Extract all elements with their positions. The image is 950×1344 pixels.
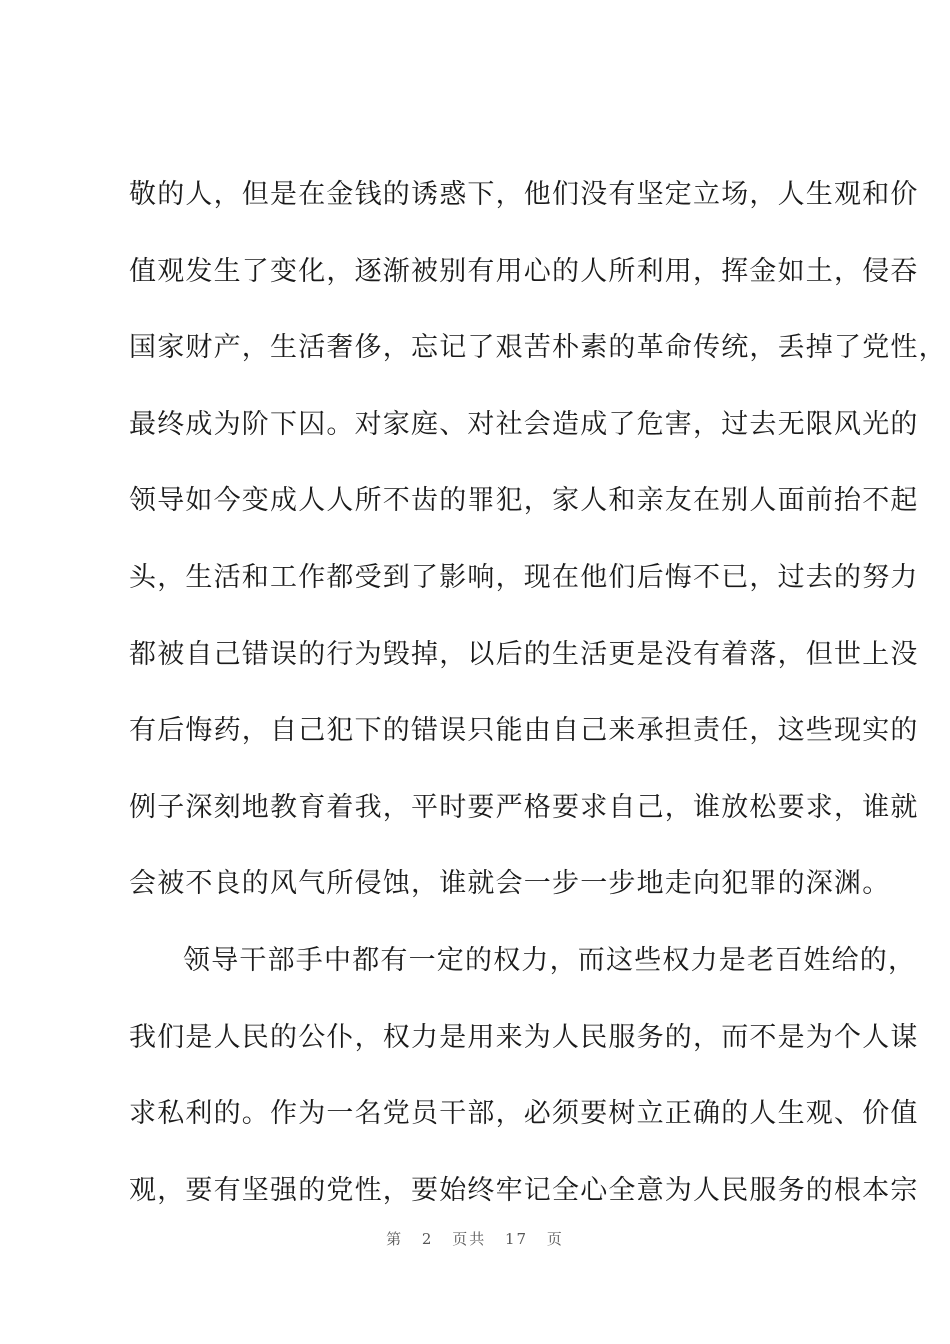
text-line: 会被不良的风气所侵蚀，谁就会一步一步地走向犯罪的深渊。: [129, 868, 891, 900]
footer-current-page: 2: [421, 1230, 434, 1248]
text-line: 都被自己错误的行为毁掉，以后的生活更是没有着落，但世上没: [129, 638, 919, 670]
page-footer: [0, 1228, 950, 1249]
text-line: 国家财产，生活奢侈，忘记了艰苦朴素的革命传统，丢掉了党性，: [129, 332, 947, 364]
footer-middle: 页共: [452, 1230, 487, 1248]
text-line: 有后悔药，自己犯下的错误只能由自己来承担责任，这些现实的: [129, 715, 919, 747]
text-line: 最终成为阶下囚。对家庭、对社会造成了危害，过去无限风光的: [129, 408, 919, 440]
text-line: 观，要有坚强的党性，要始终牢记全心全意为人民服务的根本宗: [129, 1174, 919, 1206]
footer-suffix: 页: [546, 1230, 564, 1248]
text-line: 敬的人，但是在金钱的诱惑下，他们没有坚定立场，人生观和价: [129, 179, 919, 210]
paragraph-first-line: 领导干部手中都有一定的权力，而这些权力是老百姓给的，: [183, 944, 917, 976]
text-line: 求私利的。作为一名党员干部，必须要树立正确的人生观、价值: [129, 1098, 919, 1130]
body-text: [129, 170, 947, 1242]
text-line: 值观发生了变化，逐渐被别有用心的人所利用，挥金如土，侵吞: [129, 255, 919, 287]
text-line: 我们是人民的公仆，权力是用来为人民服务的，而不是为个人谋: [129, 1021, 919, 1053]
footer-total-pages: 17: [505, 1230, 529, 1248]
text-line: 头，生活和工作都受到了影响，现在他们后悔不已，过去的努力: [129, 561, 919, 593]
text-line: 领导如今变成人人所不齿的罪犯，家人和亲友在别人面前抬不起: [129, 485, 919, 517]
text-line: 例子深刻地教育着我，平时要严格要求自己，谁放松要求，谁就: [129, 791, 919, 823]
footer-prefix: 第: [386, 1230, 404, 1248]
